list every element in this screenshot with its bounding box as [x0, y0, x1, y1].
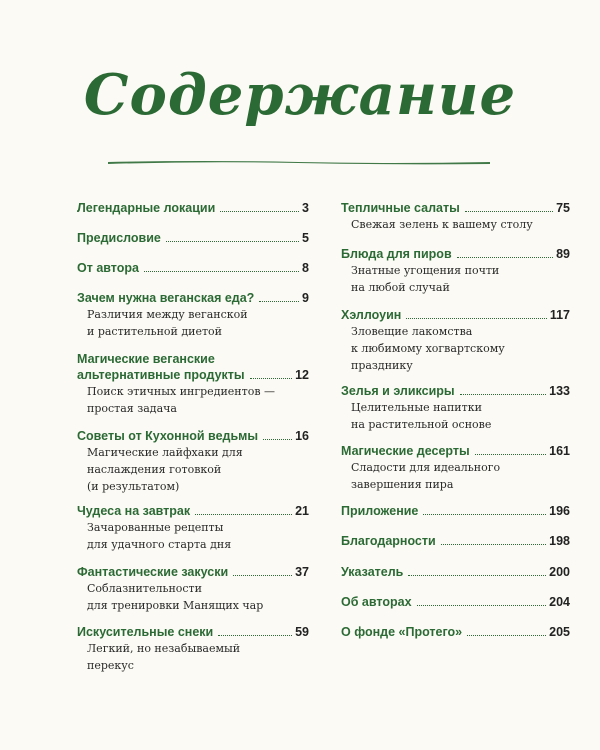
- toc-entry-subtitle: на любой случай: [351, 281, 450, 294]
- toc-entry-title: О фонде «Протего»: [341, 625, 463, 639]
- toc-page-number: 200: [549, 565, 570, 579]
- dot-leader: [465, 211, 553, 212]
- dot-leader: [233, 575, 292, 576]
- toc-entry-subtitle: на растительной основе: [351, 418, 492, 431]
- toc-entry-title: Указатель: [341, 565, 404, 579]
- toc-entry-subtitle: и растительной диетой: [87, 325, 223, 338]
- toc-entry-title: Хэллоуин: [341, 308, 402, 322]
- toc-entry[interactable]: [341, 503, 570, 519]
- toc-page-number: 16: [295, 429, 309, 443]
- toc-entry[interactable]: [341, 246, 570, 296]
- toc-entry-subtitle: Знатные угощения почти: [351, 264, 500, 277]
- dot-leader: [250, 378, 293, 379]
- toc-entry-title: Советы от Кухонной ведьмы: [77, 429, 259, 443]
- toc-page-number: 133: [549, 384, 570, 398]
- page-title: Содержание: [83, 62, 517, 128]
- dot-leader: [441, 544, 546, 545]
- toc-entry[interactable]: [341, 307, 570, 374]
- toc-entry-subtitle: для тренировки Манящих чар: [87, 599, 264, 612]
- toc-entry-subtitle: Свежая зелень к вашему столу: [351, 218, 533, 231]
- toc-entry-title: Легендарные локации: [77, 201, 216, 215]
- toc-entry[interactable]: [77, 230, 309, 246]
- toc-entry-subtitle: празднику: [351, 359, 413, 372]
- toc-entry-title: Приложение: [341, 504, 419, 518]
- toc-entry-title: Фантастические закуски: [77, 565, 229, 579]
- toc-entry-subtitle: Магические лайфхаки для: [87, 446, 243, 459]
- toc-page-number: 89: [556, 247, 570, 261]
- toc-page-number: 161: [549, 444, 570, 458]
- toc-entry-title: Магические десерты: [341, 444, 470, 458]
- toc-entry-subtitle: простая задача: [87, 402, 177, 415]
- dot-leader: [406, 318, 547, 319]
- toc-entry-subtitle: Поиск этичных ингредиентов —: [87, 385, 276, 398]
- dot-leader: [460, 394, 547, 395]
- title-underline: [108, 158, 490, 166]
- toc-entry[interactable]: [77, 503, 309, 553]
- toc-entry-title-line: Магические веганские: [77, 352, 215, 366]
- toc-entry[interactable]: [77, 200, 309, 216]
- toc-entry-title: Чудеса на завтрак: [77, 504, 191, 518]
- toc-page-number: 198: [549, 534, 570, 548]
- toc-page-number: 59: [295, 625, 309, 639]
- toc-entry-title: Благодарности: [341, 534, 436, 548]
- toc-entry-subtitle: завершения пира: [351, 478, 454, 491]
- toc-page-number: 12: [295, 368, 309, 382]
- toc-entry[interactable]: [341, 564, 570, 580]
- dot-leader: [166, 241, 299, 242]
- dot-leader: [475, 454, 546, 455]
- toc-page-number: 117: [549, 308, 570, 322]
- toc-entry-subtitle: для удачного старта дня: [87, 538, 232, 551]
- toc-entry-subtitle: Сладости для идеального: [351, 461, 501, 474]
- toc-entry-title-line: альтернативные продукты: [77, 368, 245, 382]
- toc-entry-subtitle: к любимому хогвартскому: [351, 342, 505, 355]
- toc-entry[interactable]: [341, 443, 570, 493]
- toc-page-number: 196: [549, 504, 570, 518]
- toc-entry-title: Блюда для пиров: [341, 247, 452, 261]
- toc-page-number: 9: [302, 291, 309, 305]
- toc-entry-subtitle: Зловещие лакомства: [351, 325, 473, 338]
- toc-entry[interactable]: [341, 624, 570, 640]
- toc-entry-subtitle: Соблазнительности: [87, 582, 202, 595]
- toc-page-number: 21: [295, 504, 309, 518]
- toc-entry[interactable]: [341, 533, 570, 549]
- toc-entry[interactable]: [341, 383, 570, 433]
- toc-entry-subtitle: наслаждения готовкой: [87, 463, 222, 476]
- toc-entry[interactable]: [77, 624, 309, 674]
- toc-entry-title: Зачем нужна веганская еда?: [77, 291, 255, 305]
- toc-page-number: 75: [556, 201, 570, 215]
- dot-leader: [408, 575, 546, 576]
- toc-entry-subtitle: Различия между веганской: [87, 308, 248, 321]
- dot-leader: [423, 514, 546, 515]
- dot-leader: [144, 271, 299, 272]
- dot-leader: [417, 605, 547, 606]
- toc-page-number: 37: [295, 565, 309, 579]
- toc-entry-title: От автора: [77, 261, 139, 275]
- dot-leader: [467, 635, 546, 636]
- dot-leader: [263, 439, 292, 440]
- toc-entry-subtitle: Легкий, но незабываемый: [87, 642, 241, 655]
- toc-page-number: 5: [302, 231, 309, 245]
- toc-entry-title: Тепличные салаты: [341, 201, 460, 215]
- toc-entry[interactable]: [341, 594, 570, 610]
- toc-entry-title: Искусительные снеки: [77, 625, 214, 639]
- dot-leader: [218, 635, 292, 636]
- toc-entry[interactable]: [77, 428, 309, 495]
- toc-entry-title: Предисловие: [77, 231, 161, 245]
- toc-entry-title: Зелья и эликсиры: [341, 384, 455, 398]
- toc-page-number: 205: [549, 625, 570, 639]
- toc-entry-subtitle: (и результатом): [87, 480, 180, 493]
- toc-page-number: 204: [549, 595, 570, 609]
- toc-page-number: 3: [302, 201, 309, 215]
- toc-entry-subtitle: Целительные напитки: [351, 401, 482, 414]
- toc-entry-subtitle: Зачарованные рецепты: [87, 521, 224, 534]
- toc-page-number: 8: [302, 261, 309, 275]
- dot-leader: [259, 301, 299, 302]
- toc-entry[interactable]: [77, 290, 309, 340]
- toc-entry[interactable]: [77, 351, 309, 417]
- dot-leader: [220, 211, 299, 212]
- dot-leader: [457, 257, 553, 258]
- toc-entry[interactable]: [77, 564, 309, 614]
- toc-entry[interactable]: [341, 200, 570, 233]
- toc-entry-subtitle: перекус: [87, 659, 134, 672]
- toc-entry[interactable]: [77, 260, 309, 276]
- toc-entry-title: Об авторах: [341, 595, 412, 609]
- dot-leader: [195, 514, 292, 515]
